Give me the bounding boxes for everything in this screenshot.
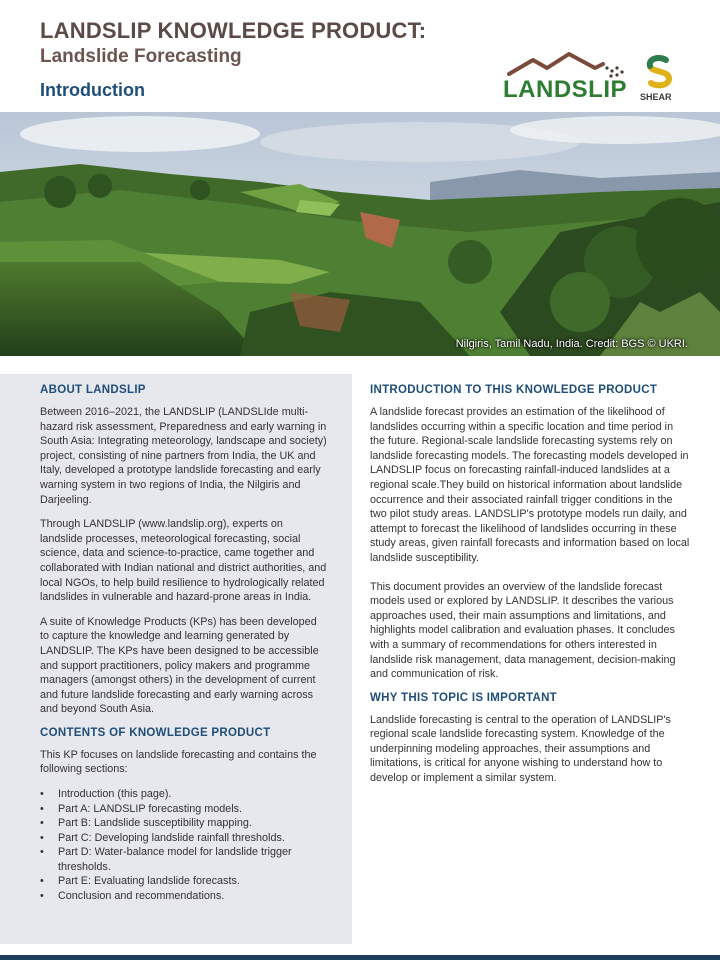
tea-plantation-illustration (0, 112, 720, 356)
shear-logo (640, 54, 680, 102)
page-header (0, 0, 720, 112)
photo-credit: Nilgiris, Tamil Nadu, India. Credit: BGS © UKRI. (455, 338, 688, 350)
list-item: • Part E: Evaluating landslide forecasts. (40, 874, 328, 889)
contents-intro: This KP focuses on landslide forecasting and contains the following sections: (40, 748, 317, 776)
importance-heading: WHY THIS TOPIC IS IMPORTANT (370, 691, 557, 704)
section-title: Introduction (40, 80, 145, 100)
intro-heading: INTRODUCTION TO THIS KNOWLEDGE PRODUCT (370, 384, 658, 396)
importance-paragraph: Landslide forecasting is central to the operation of LANDSLIP's regional scale landslide forecasting system. Knowledge of the underpinning modeling approaches, their assumptions and limitations, is critical for anyone wishing to understand how to develop or implement a similar system. (370, 713, 671, 785)
intro-paragraph: A landslide forecast provides an estimation of the likelihood of landslides occurring within a specific location and time period in the future. Regional-scale landslide forecasting systems rely on landslide forecasting models. The forecasting models developed in LANDSLIP focus on forecasting rainfall-induced landslides at a regional scale.They build on historical information about landslide occurrence and their associated rainfall trigger conditions in the two pilot study areas. LANDSLIP's prototype models run daily, and attempt to forecast the likelihood of landslides occurring in these study areas, given rainfall forecasts and information based on local landslide susceptibility. (370, 406, 690, 564)
list-item: • Part A: LANDSLIP forecasting models. (40, 802, 328, 817)
list-item: • Conclusion and recommendations. (40, 889, 328, 904)
footer-divider (0, 955, 720, 960)
shear-logo-text: SHEAR (640, 92, 672, 102)
contents-list (40, 787, 328, 903)
left-sidebar-panel (0, 374, 352, 944)
about-paragraph: A suite of Knowledge Products (KPs) has been developed to capture the knowledge and learning generated by LANDSLIP. The KPs have been designed to be accessible and support practitioners, policy makers and programme managers (amongst others) in the development of current and future landslide forecasting and early warning across and beyond South Asia. (40, 615, 319, 716)
landscape-photo (0, 112, 720, 356)
document-subtitle: Landslide Forecasting (40, 46, 242, 67)
shear-symbol-icon (640, 54, 680, 90)
list-item: • Part C: Developing landslide rainfall thresholds. (40, 831, 328, 846)
list-item: • Introduction (this page). (40, 787, 328, 802)
list-item: • Part D: Water-balance model for landslide trigger thresholds. (40, 845, 328, 874)
main-content (370, 374, 690, 796)
about-paragraph: Between 2016–2021, the LANDSLIP (LANDSLIde multi-hazard risk assessment, Preparedness and early warning in South Asia: Integrating meteorology, landscape and society) project, consisting of nine partners from India, the UK and Italy, developed a prototype landslide forecasting and early warning system in two regions of India, the Nilgiris and Darjeeling. (40, 406, 327, 506)
document-title: LANDSLIP KNOWLEDGE PRODUCT: (40, 18, 427, 43)
contents-heading: CONTENTS OF KNOWLEDGE PRODUCT (40, 726, 271, 739)
landslip-logo (503, 50, 631, 102)
landslip-logo-text: LANDSLIP (503, 76, 627, 103)
about-paragraph: Through LANDSLIP (www.landslip.org), experts on landslide processes, meteorological forecasting, social science, data and science-to-practice, came together and collaborated with Indian national and district authorities, and local NGOs, to help build resilience to hydrologically related landslides in vulnerable and hazard-prone areas in India. (40, 518, 327, 604)
list-item: • Part B: Landslide susceptibility mapping. (40, 816, 328, 831)
intro-paragraph: This document provides an overview of the landslide forecast models used or explored by LANDSLIP. It describes the various approaches used, their main assumptions and limitations, and highlights model calibration and evaluation phases. It concludes with a summary of recommendations for others interested in landslide risk management, data management, decision-making and communication of risk. (370, 580, 676, 681)
about-heading: ABOUT LANDSLIP (40, 384, 146, 396)
